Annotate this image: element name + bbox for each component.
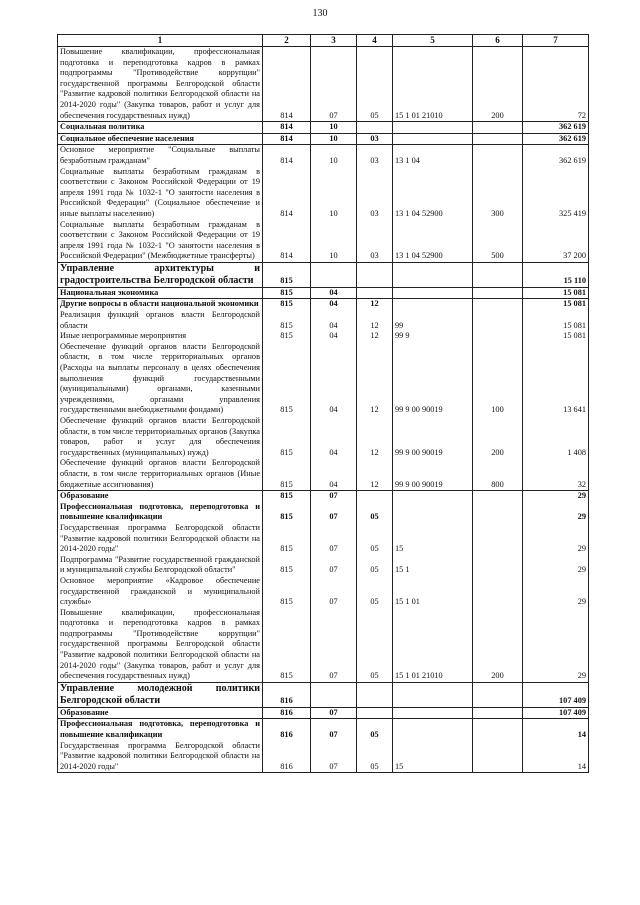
expense-type-code: 100	[473, 342, 523, 416]
target-article-code	[393, 122, 473, 134]
department-code: 816	[263, 741, 311, 773]
expense-type-code	[473, 133, 523, 145]
department-code: 815	[263, 523, 311, 555]
expense-type-code: 200	[473, 608, 523, 683]
target-article-code: 13 1 04	[393, 145, 473, 167]
subsection-code: 12	[357, 416, 393, 458]
subsection-code	[357, 262, 393, 287]
expense-type-code: 300	[473, 167, 523, 220]
table-row	[58, 608, 589, 683]
table-row	[58, 416, 589, 458]
row-name: Подпрограмма "Развитие государственной гражданской и муниципальной службы Белгородской области"	[58, 555, 263, 576]
subsection-code: 05	[357, 47, 393, 122]
table-row	[58, 719, 589, 741]
amount: 14	[523, 741, 589, 773]
table-row	[58, 523, 589, 555]
column-header: 1	[58, 35, 263, 47]
subsection-code	[357, 287, 393, 299]
target-article-code	[393, 287, 473, 299]
target-article-code	[393, 262, 473, 287]
section-code: 04	[311, 342, 357, 416]
table-header	[58, 35, 589, 47]
expense-type-code	[473, 523, 523, 555]
subsection-code: 12	[357, 299, 393, 310]
subsection-code: 05	[357, 555, 393, 576]
subsection-code	[357, 122, 393, 134]
amount: 32	[523, 458, 589, 490]
subsection-code: 12	[357, 331, 393, 342]
target-article-code: 15 1 01 21010	[393, 47, 473, 122]
target-article-code: 15	[393, 741, 473, 773]
amount: 107 409	[523, 682, 589, 707]
amount: 29	[523, 502, 589, 523]
subsection-code: 05	[357, 741, 393, 773]
amount: 29	[523, 523, 589, 555]
row-name: Образование	[58, 491, 263, 502]
row-name: Социальная политика	[58, 122, 263, 134]
department-code: 815	[263, 331, 311, 342]
subsection-code: 05	[357, 502, 393, 523]
target-article-code: 99	[393, 310, 473, 331]
row-name: Социальные выплаты безработным гражданам в соответствии с Законом Российской Федерации от 19 апреля 1991 года № 1032-1 "О занятости населения в Российской Федерации" (Межбюджетные трансферты)	[58, 220, 263, 263]
subsection-code: 05	[357, 523, 393, 555]
section-code: 07	[311, 523, 357, 555]
row-name: Основное мероприятие "Социальные выплаты безработным гражданам"	[58, 145, 263, 167]
amount: 29	[523, 555, 589, 576]
subsection-code: 12	[357, 310, 393, 331]
section-code: 10	[311, 167, 357, 220]
column-header: 5	[393, 35, 473, 47]
expense-type-code	[473, 719, 523, 741]
amount: 15 110	[523, 262, 589, 287]
table-row	[58, 122, 589, 134]
amount: 72	[523, 47, 589, 122]
section-code: 07	[311, 576, 357, 608]
row-name: Повышение квалификации, профессиональная подготовка и переподготовка кадров в рамках подпрограммы "Противодействие коррупции" государственной программы Белгородской области "Развитие кадровой политики Белгородской области на 2014-2020 годы" (Закупка товаров, работ и услуг для обеспечения государственных нужд)	[58, 608, 263, 683]
table-row	[58, 220, 589, 263]
department-code: 814	[263, 133, 311, 145]
amount: 15 081	[523, 287, 589, 299]
table-row	[58, 167, 589, 220]
subsection-code: 03	[357, 220, 393, 263]
section-code: 10	[311, 122, 357, 134]
subsection-code: 03	[357, 133, 393, 145]
row-name: Образование	[58, 707, 263, 719]
column-header: 7	[523, 35, 589, 47]
department-code: 814	[263, 220, 311, 263]
department-code: 815	[263, 287, 311, 299]
subsection-code: 05	[357, 608, 393, 683]
target-article-code	[393, 491, 473, 502]
department-code: 814	[263, 122, 311, 134]
subsection-code: 05	[357, 576, 393, 608]
section-code: 04	[311, 416, 357, 458]
section-code	[311, 682, 357, 707]
section-code: 07	[311, 502, 357, 523]
expense-type-code: 800	[473, 458, 523, 490]
amount: 325 419	[523, 167, 589, 220]
row-name: Иные непрограммные мероприятия	[58, 331, 263, 342]
target-article-code	[393, 719, 473, 741]
section-code: 04	[311, 299, 357, 310]
subsection-code: 12	[357, 458, 393, 490]
section-code: 07	[311, 47, 357, 122]
department-code: 815	[263, 299, 311, 310]
row-name: Повышение квалификации, профессиональная подготовка и переподготовка кадров в рамках подпрограммы "Противодействие коррупции" государственной программы Белгородской области "Развитие кадровой политики Белгородской области на 2014-2020 годы" (Закупка товаров, работ и услуг для обеспечения государственных нужд)	[58, 47, 263, 122]
expense-type-code	[473, 122, 523, 134]
department-code: 816	[263, 707, 311, 719]
target-article-code	[393, 682, 473, 707]
section-code: 04	[311, 287, 357, 299]
department-code: 815	[263, 576, 311, 608]
section-code: 07	[311, 741, 357, 773]
expense-type-code	[473, 682, 523, 707]
target-article-code: 13 1 04 52900	[393, 220, 473, 263]
section-code: 07	[311, 555, 357, 576]
table-row	[58, 262, 589, 287]
table-row	[58, 47, 589, 122]
target-article-code: 15	[393, 523, 473, 555]
expense-type-code	[473, 491, 523, 502]
target-article-code	[393, 133, 473, 145]
department-code: 815	[263, 310, 311, 331]
target-article-code: 13 1 04 52900	[393, 167, 473, 220]
amount: 29	[523, 608, 589, 683]
table-row	[58, 310, 589, 331]
row-name: Реализация функций органов власти Белгородской области	[58, 310, 263, 331]
table-row	[58, 133, 589, 145]
row-name: Управление молодежной политики Белгородской области	[58, 682, 263, 707]
amount: 29	[523, 576, 589, 608]
expense-type-code	[473, 741, 523, 773]
table-row	[58, 331, 589, 342]
row-name: Профессиональная подготовка, переподготовка и повышение квалификации	[58, 502, 263, 523]
department-code: 815	[263, 555, 311, 576]
column-header: 2	[263, 35, 311, 47]
subsection-code: 05	[357, 719, 393, 741]
amount: 14	[523, 719, 589, 741]
table-row	[58, 458, 589, 490]
subsection-code	[357, 707, 393, 719]
department-code: 816	[263, 719, 311, 741]
target-article-code: 99 9 00 90019	[393, 458, 473, 490]
section-code	[311, 262, 357, 287]
row-name: Государственная программа Белгородской области "Развитие кадровой политики Белгородской области на 2014-2020 годы"	[58, 523, 263, 555]
section-code: 10	[311, 145, 357, 167]
expense-type-code	[473, 576, 523, 608]
row-name: Обеспечение функций органов власти Белгородской области, в том числе территориальных органов (Расходы на выплаты персоналу в целях обеспечения выполнения функций государственными (муниципальными) органами, казенными учреждениями, органами управления государственными внебюджетными фондами)	[58, 342, 263, 416]
row-name: Другие вопросы в области национальной экономики	[58, 299, 263, 310]
header-row	[58, 35, 589, 47]
row-name: Государственная программа Белгородской области "Развитие кадровой политики Белгородской области на 2014-2020 годы"	[58, 741, 263, 773]
row-name: Основное мероприятие «Кадровое обеспечение государственной гражданской и муниципальной службы»	[58, 576, 263, 608]
section-code: 07	[311, 491, 357, 502]
amount: 15 081	[523, 299, 589, 310]
department-code: 815	[263, 416, 311, 458]
department-code: 815	[263, 262, 311, 287]
row-name: Национальная экономика	[58, 287, 263, 299]
department-code: 815	[263, 342, 311, 416]
page-number: 130	[312, 8, 328, 19]
target-article-code: 15 1 01 21010	[393, 608, 473, 683]
expense-type-code: 200	[473, 416, 523, 458]
amount: 37 200	[523, 220, 589, 263]
department-code: 814	[263, 167, 311, 220]
amount: 107 409	[523, 707, 589, 719]
expense-type-code	[473, 555, 523, 576]
table-row	[58, 287, 589, 299]
section-code: 04	[311, 458, 357, 490]
target-article-code: 15 1 01	[393, 576, 473, 608]
row-name: Обеспечение функций органов власти Белгородской области, в том числе территориальных органов (Иные бюджетные ассигнования)	[58, 458, 263, 490]
row-name: Социальные выплаты безработным гражданам в соответствии с Законом Российской Федерации от 19 апреля 1991 года № 1032-1 "О занятости населения в Российской Федерации" (Социальное обеспечение и иные выплаты населению)	[58, 167, 263, 220]
expense-type-code	[473, 502, 523, 523]
subsection-code: 12	[357, 342, 393, 416]
department-code: 815	[263, 608, 311, 683]
table-row	[58, 502, 589, 523]
expense-type-code	[473, 310, 523, 331]
section-code: 04	[311, 331, 357, 342]
target-article-code: 99 9 00 90019	[393, 416, 473, 458]
table-row	[58, 342, 589, 416]
amount: 29	[523, 491, 589, 502]
expense-type-code	[473, 262, 523, 287]
expense-type-code	[473, 287, 523, 299]
target-article-code: 15 1	[393, 555, 473, 576]
target-article-code	[393, 707, 473, 719]
amount: 362 619	[523, 122, 589, 134]
department-code: 815	[263, 491, 311, 502]
table-body	[58, 47, 589, 773]
expense-type-code	[473, 145, 523, 167]
table-row	[58, 682, 589, 707]
subsection-code: 03	[357, 167, 393, 220]
expense-type-code	[473, 299, 523, 310]
amount: 15 081	[523, 331, 589, 342]
section-code: 10	[311, 133, 357, 145]
amount: 362 619	[523, 145, 589, 167]
section-code: 10	[311, 220, 357, 263]
expense-type-code: 500	[473, 220, 523, 263]
column-header: 3	[311, 35, 357, 47]
subsection-code: 03	[357, 145, 393, 167]
amount: 362 619	[523, 133, 589, 145]
department-code: 814	[263, 145, 311, 167]
department-code: 814	[263, 47, 311, 122]
table-row	[58, 145, 589, 167]
target-article-code	[393, 502, 473, 523]
subsection-code	[357, 682, 393, 707]
table-row	[58, 299, 589, 310]
target-article-code	[393, 299, 473, 310]
amount: 1 408	[523, 416, 589, 458]
department-code: 816	[263, 682, 311, 707]
section-code: 04	[311, 310, 357, 331]
department-code: 815	[263, 502, 311, 523]
expense-type-code	[473, 707, 523, 719]
expense-type-code	[473, 331, 523, 342]
amount: 15 081	[523, 310, 589, 331]
amount: 13 641	[523, 342, 589, 416]
row-name: Управление архитектуры и градостроительства Белгородской области	[58, 262, 263, 287]
row-name: Обеспечение функций органов власти Белгородской области, в том числе территориальных органов (Закупка товаров, работ и услуг для обеспечения государственных (муниципальных) нужд)	[58, 416, 263, 458]
column-header: 4	[357, 35, 393, 47]
table-row	[58, 576, 589, 608]
table-row	[58, 741, 589, 773]
table-row	[58, 707, 589, 719]
section-code: 07	[311, 707, 357, 719]
row-name: Профессиональная подготовка, переподготовка и повышение квалификации	[58, 719, 263, 741]
department-code: 815	[263, 458, 311, 490]
section-code: 07	[311, 719, 357, 741]
table-row	[58, 555, 589, 576]
section-code: 07	[311, 608, 357, 683]
target-article-code: 99 9 00 90019	[393, 342, 473, 416]
table-row	[58, 491, 589, 502]
target-article-code: 99 9	[393, 331, 473, 342]
subsection-code	[357, 491, 393, 502]
column-header: 6	[473, 35, 523, 47]
expense-type-code: 200	[473, 47, 523, 122]
row-name: Социальное обеспечение населения	[58, 133, 263, 145]
budget-table	[57, 34, 589, 773]
